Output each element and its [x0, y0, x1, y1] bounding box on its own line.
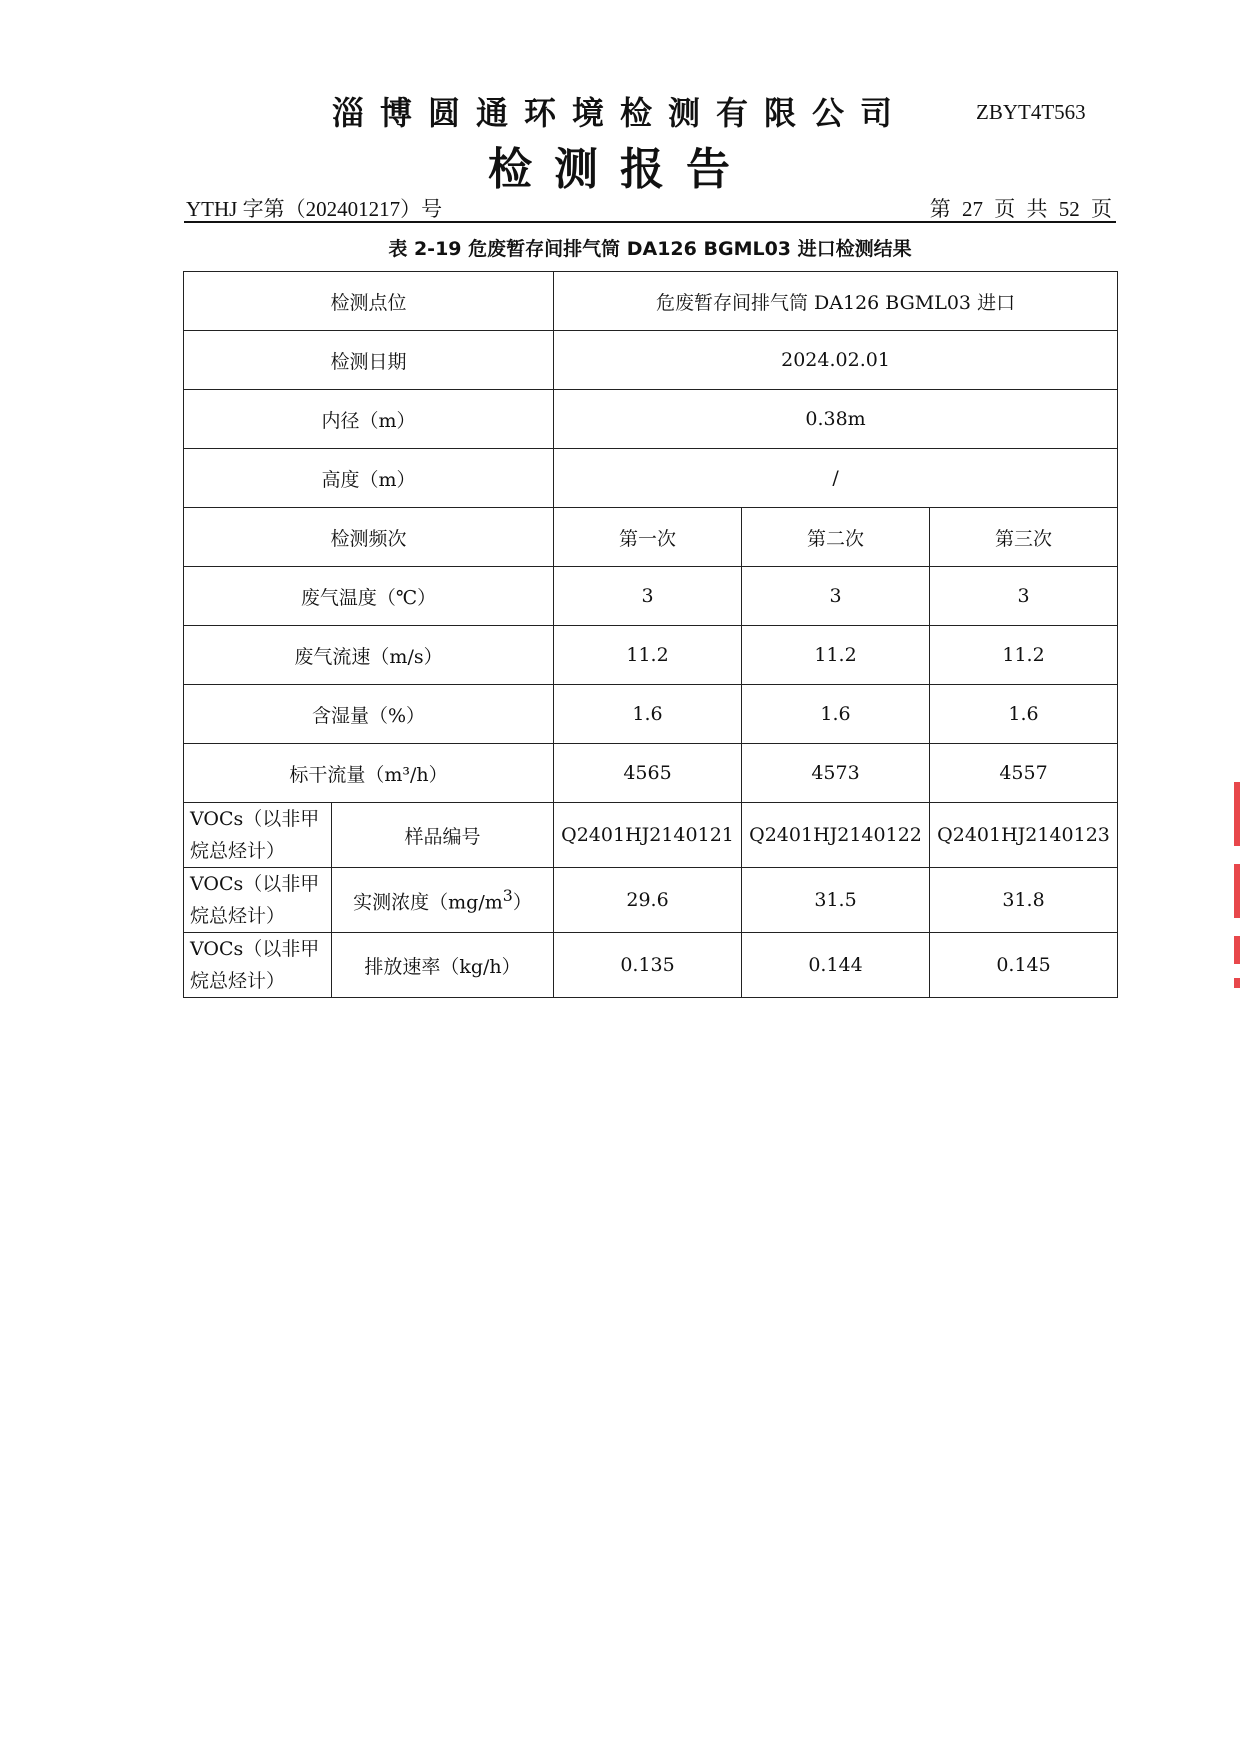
- table-cell: 31.8: [930, 868, 1118, 933]
- table-cell: 11.2: [554, 626, 742, 685]
- frequency-3: 第三次: [930, 508, 1118, 567]
- document-code: ZBYT4T563: [976, 100, 1086, 124]
- table-row: [184, 390, 1118, 449]
- table-cell: 1.6: [742, 685, 930, 744]
- table-cell: 4557: [930, 744, 1118, 803]
- table-row: [184, 685, 1118, 744]
- concentration-label: [332, 868, 554, 933]
- table-cell: 11.2: [930, 626, 1118, 685]
- header-rule: [184, 221, 1116, 223]
- vocs-label: VOCs（以非甲烷总烃计）: [184, 933, 332, 998]
- diameter-value: 0.38m: [554, 390, 1118, 449]
- seal-stamp-fragment: [1234, 936, 1240, 964]
- height-label: 高度（m）: [184, 449, 554, 508]
- seal-stamp-fragment: [1234, 782, 1240, 846]
- table-cell: 31.5: [742, 868, 930, 933]
- table-row: [184, 868, 1118, 933]
- date-value: 2024.02.01: [554, 331, 1118, 390]
- table-cell: 0.144: [742, 933, 930, 998]
- table-row: [184, 508, 1118, 567]
- point-value: 危废暂存间排气筒 DA126 BGML03 进口: [554, 272, 1118, 331]
- table-cell: 3: [930, 567, 1118, 626]
- document-info-line: [186, 193, 1116, 221]
- diameter-label: 内径（m）: [184, 390, 554, 449]
- table-cell: 1.6: [554, 685, 742, 744]
- sample-id-label: 样品编号: [332, 803, 554, 868]
- table-row: [184, 803, 1118, 868]
- table-cell: 11.2: [742, 626, 930, 685]
- table-caption: 表 2-19 危废暂存间排气筒 DA126 BGML03 进口检测结果: [388, 238, 912, 260]
- table-cell: 3: [742, 567, 930, 626]
- frequency-label: 检测频次: [184, 508, 554, 567]
- moisture-label: 含湿量（%）: [184, 685, 554, 744]
- vocs-label: VOCs（以非甲烷总烃计）: [184, 803, 332, 868]
- frequency-2: 第二次: [742, 508, 930, 567]
- table-row: [184, 933, 1118, 998]
- page-indicator: 第 27 页 共 52 页: [929, 197, 1112, 221]
- flow-label: 标干流量（m³/h）: [184, 744, 554, 803]
- table-row: [184, 626, 1118, 685]
- concentration-label-tail: ）: [512, 891, 532, 914]
- table-cell: Q2401HJ2140122: [742, 803, 930, 868]
- emission-rate-label: 排放速率（kg/h）: [332, 933, 554, 998]
- seal-stamp-fragment: [1234, 864, 1240, 918]
- point-label: 检测点位: [184, 272, 554, 331]
- document-number: YTHJ 字第（202401217）号: [186, 197, 443, 221]
- results-table: [183, 271, 1118, 998]
- concentration-label-sup: 3: [502, 885, 513, 905]
- frequency-1: 第一次: [554, 508, 742, 567]
- company-name: 淄博圆通环境检测有限公司: [331, 94, 908, 132]
- table-row: [184, 449, 1118, 508]
- table-cell: 3: [554, 567, 742, 626]
- table-cell: Q2401HJ2140123: [930, 803, 1118, 868]
- temperature-label: 废气温度（℃）: [184, 567, 554, 626]
- table-cell: 0.135: [554, 933, 742, 998]
- report-title: 检测报告: [488, 144, 752, 195]
- table-cell: 4573: [742, 744, 930, 803]
- height-value: /: [554, 449, 1118, 508]
- table-row: [184, 567, 1118, 626]
- table-row: [184, 744, 1118, 803]
- velocity-label: 废气流速（m/s）: [184, 626, 554, 685]
- table-cell: 4565: [554, 744, 742, 803]
- table-row: [184, 272, 1118, 331]
- concentration-label-text: 实测浓度（mg/m: [353, 891, 503, 914]
- vocs-label: VOCs（以非甲烷总烃计）: [184, 868, 332, 933]
- date-label: 检测日期: [184, 331, 554, 390]
- seal-stamp-fragment: [1234, 978, 1240, 988]
- table-cell: 29.6: [554, 868, 742, 933]
- table-cell: Q2401HJ2140121: [554, 803, 742, 868]
- table-cell: 1.6: [930, 685, 1118, 744]
- table-row: [184, 331, 1118, 390]
- table-cell: 0.145: [930, 933, 1118, 998]
